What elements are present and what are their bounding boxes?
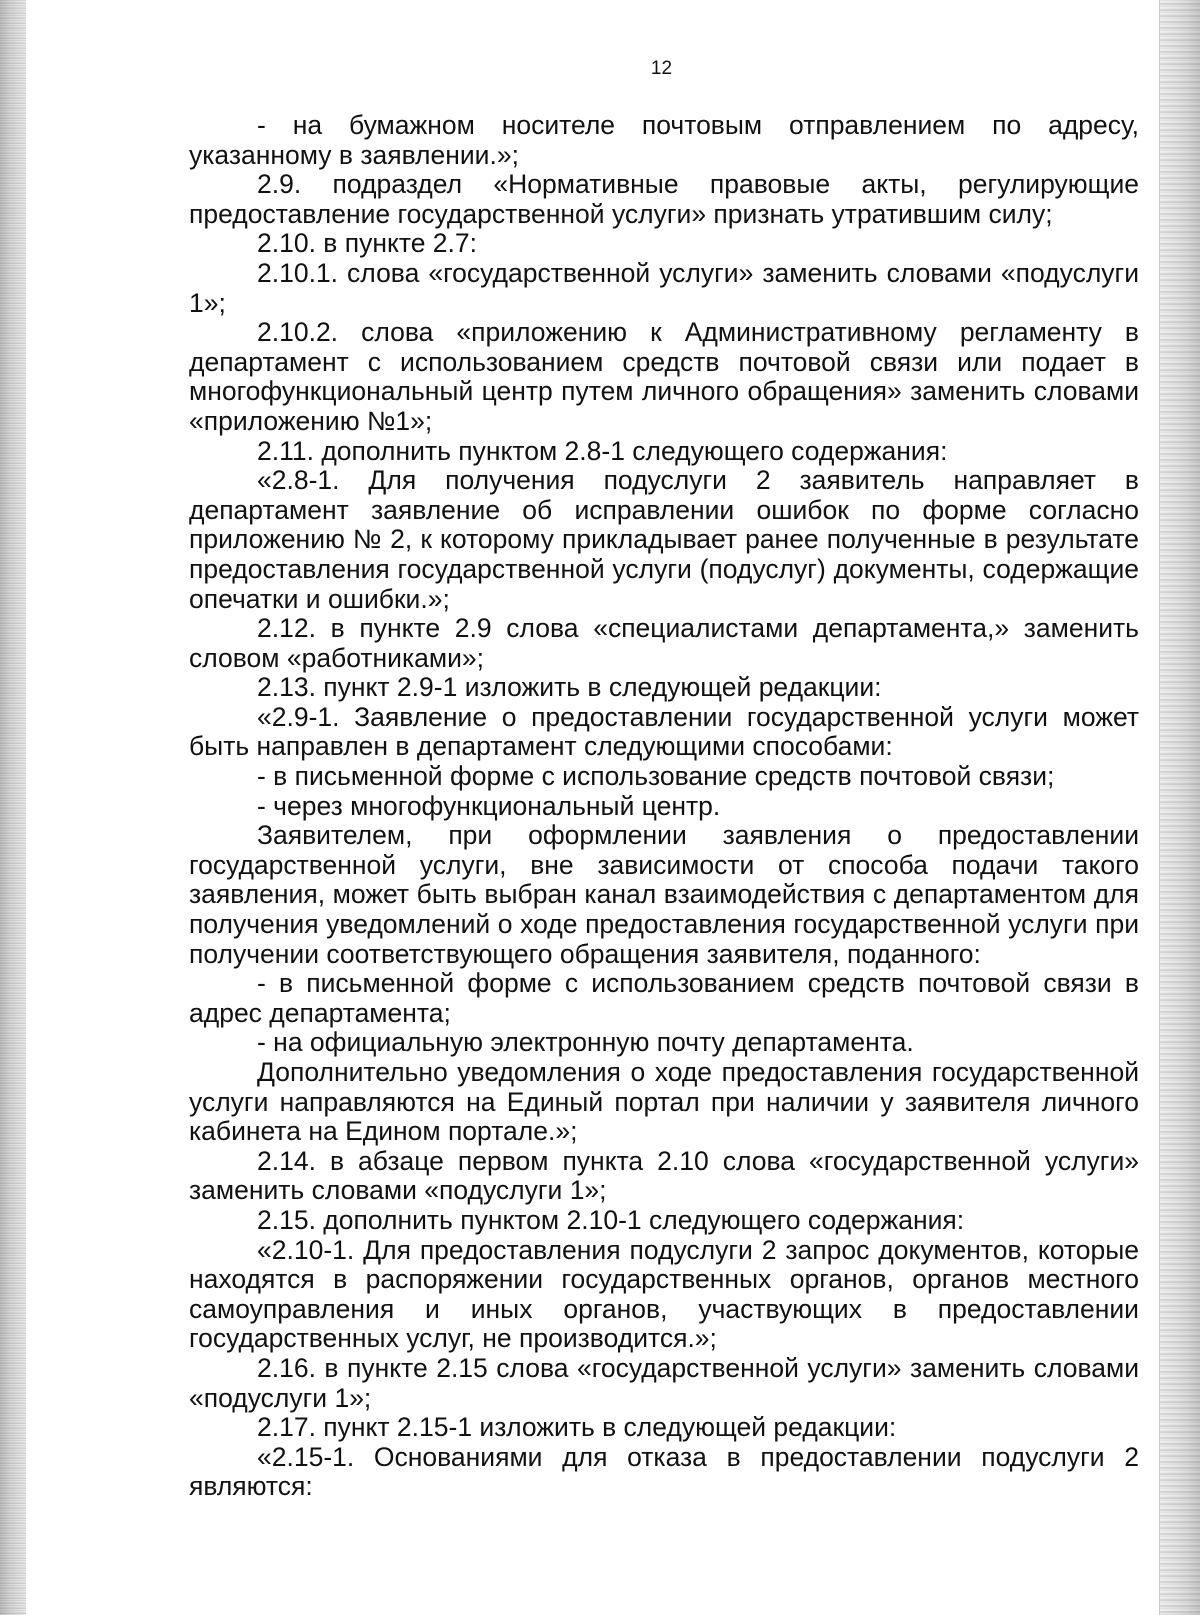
paragraph: «2.9-1. Заявление о предоставлении государственной услуги может быть направлен в департамент следующими способами: [189, 701, 1139, 762]
page-number: 12 [650, 58, 673, 79]
paragraph: - в письменной форме с использованием средств почтовой связи в адрес департамента; [189, 968, 1139, 1028]
scan-edge-right [1160, 0, 1200, 1615]
paragraph: 2.16. в пункте 2.15 слова «государственной услуги» заменить словами «подуслуги 1»; [189, 1352, 1139, 1413]
paragraph: 2.14. в абзаце первом пункта 2.10 слова «государственной услуги» заменить словами «подуслуги 1»; [189, 1145, 1139, 1206]
paragraph: 2.10.1. слова «государственной услуги» заменить словами «подуслуги 1»; [189, 257, 1139, 318]
paragraph: 2.11. дополнить пунктом 2.8-1 следующего содержания: [257, 435, 948, 466]
paragraph: 2.10.2. слова «приложению к Административному регламенту в департамент с использованием средств почтовой связи или подает в многофункциональный центр путем личного обращения» заменить словами «приложению №1»; [189, 317, 1139, 436]
paragraph: - на официальную электронную почту департамента. [257, 1027, 914, 1058]
paragraph: «2.10-1. Для предоставления подуслуги 2 запрос документов, которые находятся в распоряжении государственных органов, органов местного самоуправления и иных органов, участвующих в предоставлении государственных услуг, не производится.»; [189, 1234, 1139, 1354]
paragraph: Дополнительно уведомления о ходе предоставления государственной услуги направляются на Единый портал при наличии у заявителя личного кабинета на Едином портале.»; [189, 1057, 1139, 1147]
paragraph: 2.13. пункт 2.9-1 изложить в следующей редакции: [257, 672, 882, 703]
scan-edge-line [1159, 0, 1160, 1615]
paragraph: 2.17. пункт 2.15-1 изложить в следующей редакции: [257, 1412, 897, 1443]
paragraph: - через многофункциональный центр. [257, 790, 721, 821]
paragraph: «2.15-1. Основаниями для отказа в предоставлении подуслуги 2 являются: [189, 1441, 1139, 1502]
paragraph: Заявителем, при оформлении заявления о предоставлении государственной услуги, вне зависимости от способа подачи такого заявления, может быть выбран канал взаимодействия с департаментом для получения уведомлений о ходе предоставления государственной услуги при получении соответствующего обращения заявителя, поданного: [189, 820, 1139, 969]
paragraph: 2.10. в пункте 2.7: [257, 228, 478, 259]
scan-edge-left [0, 0, 26, 1615]
paragraph: - на бумажном носителе почтовым отправлением по адресу, указанному в заявлении.»; [189, 110, 1139, 170]
paragraph: 2.9. подраздел «Нормативные правовые акты, регулирующие предоставление государственной услуги» признать утратившим силу; [189, 169, 1139, 229]
paragraph: «2.8-1. Для получения подуслуги 2 заявитель направляет в департамент заявление об исправлении ошибок по форме согласно приложению № 2, к которому прикладывает ранее полученные в результате предоставления государственной услуги (подуслуг) документы, содержащие опечатки и ошибки.»; [189, 465, 1139, 614]
document-body [189, 111, 1139, 1502]
paragraph: 2.15. дополнить пунктом 2.10-1 следующего содержания: [257, 1204, 965, 1235]
paragraph: 2.12. в пункте 2.9 слова «специалистами департамента,» заменить словом «работниками»; [189, 613, 1139, 673]
paragraph: - в письменной форме с использование средств почтовой связи; [257, 761, 1055, 792]
